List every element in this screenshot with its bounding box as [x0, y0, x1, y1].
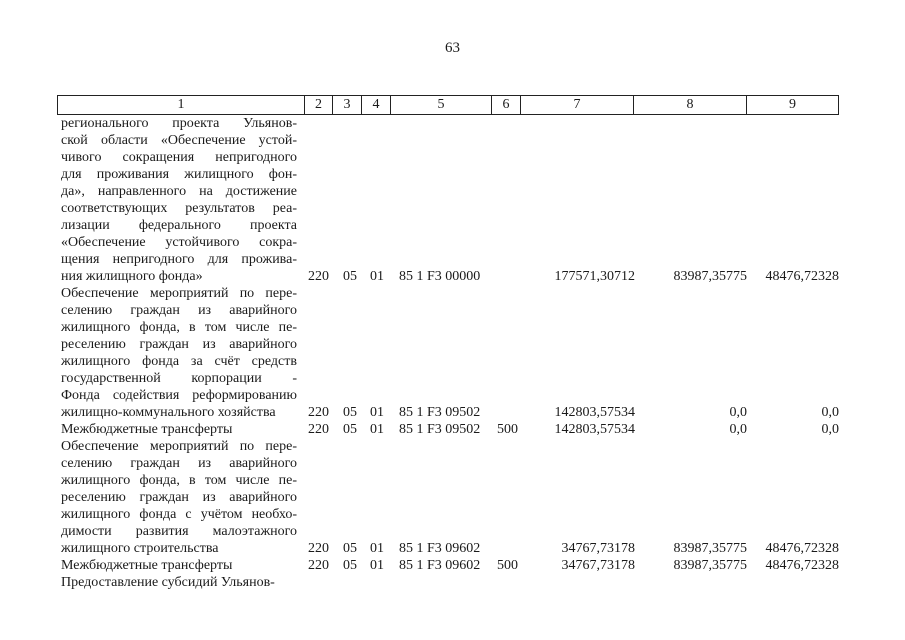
description-line: жилищного фонда, в том числе пе-: [61, 320, 297, 335]
row-description: [61, 438, 297, 557]
cell-col5: 85 1 F3 09502: [399, 422, 481, 437]
row-description: [61, 421, 297, 438]
description-line: государственной корпорации -: [61, 371, 297, 386]
column-header-1: 1: [58, 96, 305, 115]
column-header-3: 3: [333, 96, 362, 115]
table-row: [0, 574, 905, 591]
table-row: [0, 285, 905, 421]
cell-col7: 177571,30712: [554, 269, 635, 284]
cell-col7: 34767,73178: [561, 541, 635, 556]
description-line: щения непригодного для прожива-: [61, 252, 297, 267]
cell-col9: 48476,72328: [765, 558, 839, 573]
cell-col3: 05: [343, 541, 357, 556]
cell-col7: 34767,73178: [561, 558, 635, 573]
description-line: реселению граждан из аварийного: [61, 490, 297, 505]
column-header-9: 9: [747, 96, 839, 115]
cell-col5: 85 1 F3 00000: [399, 269, 481, 284]
description-line: «Обеспечение устойчивого сокра-: [61, 235, 297, 250]
cell-col4: 01: [370, 541, 384, 556]
row-description: [61, 285, 297, 421]
column-header-2: 2: [305, 96, 333, 115]
description-line: да», направленного на достижение: [61, 184, 297, 199]
description-line: жилищного фонда с учётом необхо-: [61, 507, 297, 522]
cell-col8: 83987,35775: [673, 269, 747, 284]
description-line: Обеспечение мероприятий по пере-: [61, 439, 297, 454]
column-header-4: 4: [362, 96, 391, 115]
cell-col9: 0,0: [821, 422, 839, 437]
description-line: реселению граждан из аварийного: [61, 337, 297, 352]
column-header-8: 8: [634, 96, 747, 115]
description-line: димости развития малоэтажного: [61, 524, 297, 539]
description-line: жилищного строительства: [61, 541, 219, 556]
description-line: чивого сокращения непригодного: [61, 150, 297, 165]
description-line: жилищного фонда за счёт средств: [61, 354, 297, 369]
cell-col2: 220: [308, 422, 329, 437]
column-header-6: 6: [492, 96, 521, 115]
description-line: ния жилищного фонда»: [61, 269, 203, 284]
row-description: [61, 115, 297, 285]
cell-col3: 05: [343, 269, 357, 284]
table-row: [0, 115, 905, 285]
cell-col5: 85 1 F3 09602: [399, 558, 481, 573]
description-line: регионального проекта Ульянов-: [61, 116, 297, 131]
description-line: жилищно-коммунального хозяйства: [61, 405, 276, 420]
cell-col4: 01: [370, 422, 384, 437]
cell-col8: 83987,35775: [673, 558, 747, 573]
cell-col2: 220: [308, 541, 329, 556]
description-line: Обеспечение мероприятий по пере-: [61, 286, 297, 301]
cell-col8: 0,0: [729, 422, 747, 437]
cell-col4: 01: [370, 269, 384, 284]
description-line: соответствующих результатов реа-: [61, 201, 297, 216]
description-line: селению граждан из аварийного: [61, 456, 297, 471]
cell-col8: 83987,35775: [673, 541, 747, 556]
cell-col4: 01: [370, 558, 384, 573]
column-header-7: 7: [521, 96, 634, 115]
cell-col6: 500: [497, 422, 518, 437]
cell-col9: 48476,72328: [765, 269, 839, 284]
description-line: Предоставление субсидий Ульянов-: [61, 575, 275, 590]
description-line: селению граждан из аварийного: [61, 303, 297, 318]
table-row: [0, 438, 905, 557]
row-description: [61, 557, 297, 574]
description-line: ской области «Обеспечение устой-: [61, 133, 297, 148]
cell-col5: 85 1 F3 09502: [399, 405, 481, 420]
description-line: Межбюджетные трансферты: [61, 422, 233, 437]
column-header-row: [57, 95, 839, 115]
description-line: Межбюджетные трансферты: [61, 558, 233, 573]
cell-col4: 01: [370, 405, 384, 420]
table-row: [0, 421, 905, 438]
description-line: жилищного фонда, в том числе пе-: [61, 473, 297, 488]
cell-col2: 220: [308, 269, 329, 284]
description-line: Фонда содействия реформированию: [61, 388, 297, 403]
table-row: [0, 557, 905, 574]
row-description: [61, 574, 297, 591]
cell-col3: 05: [343, 405, 357, 420]
cell-col2: 220: [308, 405, 329, 420]
page-number: 63: [445, 40, 460, 56]
cell-col3: 05: [343, 422, 357, 437]
cell-col5: 85 1 F3 09602: [399, 541, 481, 556]
cell-col7: 142803,57534: [554, 422, 635, 437]
description-line: для проживания жилищного фон-: [61, 167, 297, 182]
cell-col9: 48476,72328: [765, 541, 839, 556]
cell-col3: 05: [343, 558, 357, 573]
description-line: лизации федерального проекта: [61, 218, 297, 233]
cell-col6: 500: [497, 558, 518, 573]
cell-col2: 220: [308, 558, 329, 573]
cell-col9: 0,0: [821, 405, 839, 420]
column-header-5: 5: [391, 96, 492, 115]
cell-col7: 142803,57534: [554, 405, 635, 420]
cell-col8: 0,0: [729, 405, 747, 420]
